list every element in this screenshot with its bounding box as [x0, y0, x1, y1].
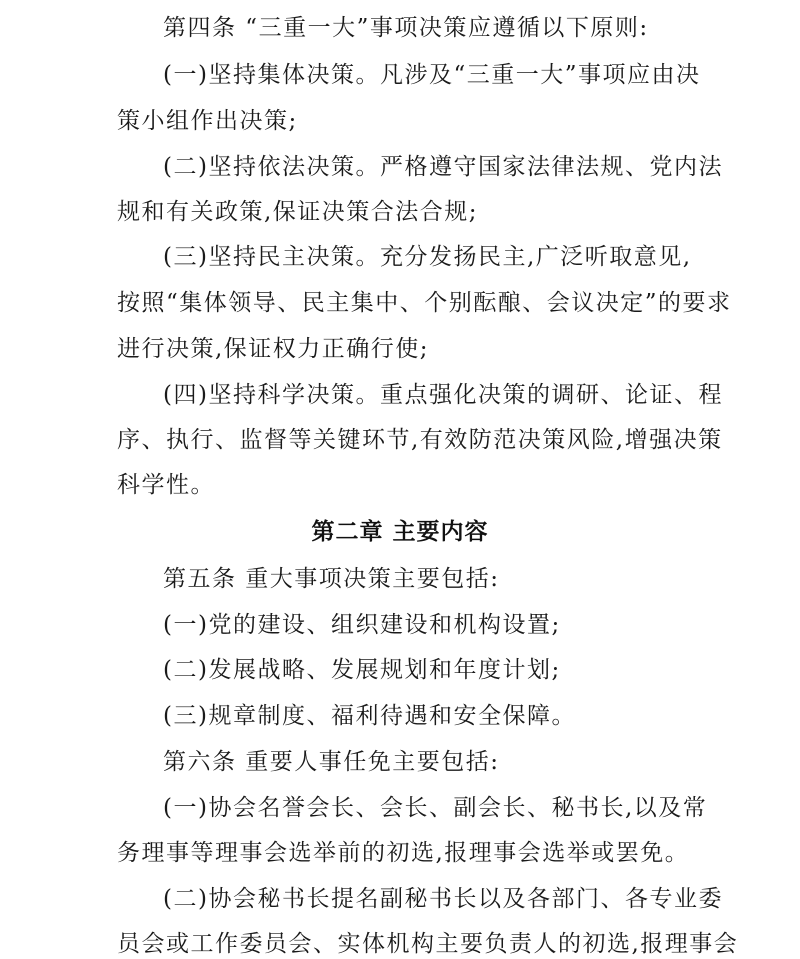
article-6-item-2-line-1: (二)协会秘书长提名副秘书长以及各部门、各专业委: [163, 886, 723, 912]
article-5-item-1: (一)党的建设、组织建设和机构设置;: [163, 612, 561, 638]
article-4-item-1-line-1: (一)坚持集体决策。凡涉及“三重一大”事项应由决: [163, 62, 701, 88]
article-4-item-3-line-2: 按照“集体领导、民主集中、个别酝酿、会议决定”的要求: [117, 290, 732, 316]
article-4-item-4-line-2: 序、执行、监督等关键环节,有效防范决策风险,增强决策: [117, 427, 723, 453]
article-4-item-1-line-2: 策小组作出决策;: [117, 108, 298, 134]
article-4-item-2-line-1: (二)坚持依法决策。严格遵守国家法律法规、党内法: [163, 154, 723, 180]
article-6-item-1-line-1: (一)协会名誉会长、会长、副会长、秘书长,以及常: [163, 795, 708, 821]
article-4-intro: 第四条 “三重一大”事项决策应遵循以下原则:: [163, 15, 649, 41]
article-5-item-3: (三)规章制度、福利待遇和安全保障。: [163, 703, 576, 729]
article-4-item-3-line-1: (三)坚持民主决策。充分发扬民主,广泛听取意见,: [163, 244, 692, 270]
article-4-item-4-line-1: (四)坚持科学决策。重点强化决策的调研、论证、程: [163, 382, 723, 408]
chapter-heading: 第二章 主要内容: [311, 519, 489, 545]
article-5-item-2: (二)发展战略、发展规划和年度计划;: [163, 657, 561, 683]
article-6-item-1-line-2: 务理事等理事会选举前的初选,报理事会选举或罢免。: [117, 840, 690, 866]
article-6-item-2-line-2: 员会或工作委员会、实体机构主要负责人的初选,报理事会: [117, 931, 739, 957]
article-6-intro: 第六条 重要人事任免主要包括:: [163, 749, 500, 775]
article-4-item-2-line-2: 规和有关政策,保证决策合法合规;: [117, 199, 479, 225]
article-5-intro: 第五条 重大事项决策主要包括:: [163, 566, 500, 592]
article-4-item-3-line-3: 进行决策,保证权力正确行使;: [117, 336, 430, 362]
article-4-item-4-line-3: 科学性。: [117, 472, 215, 498]
